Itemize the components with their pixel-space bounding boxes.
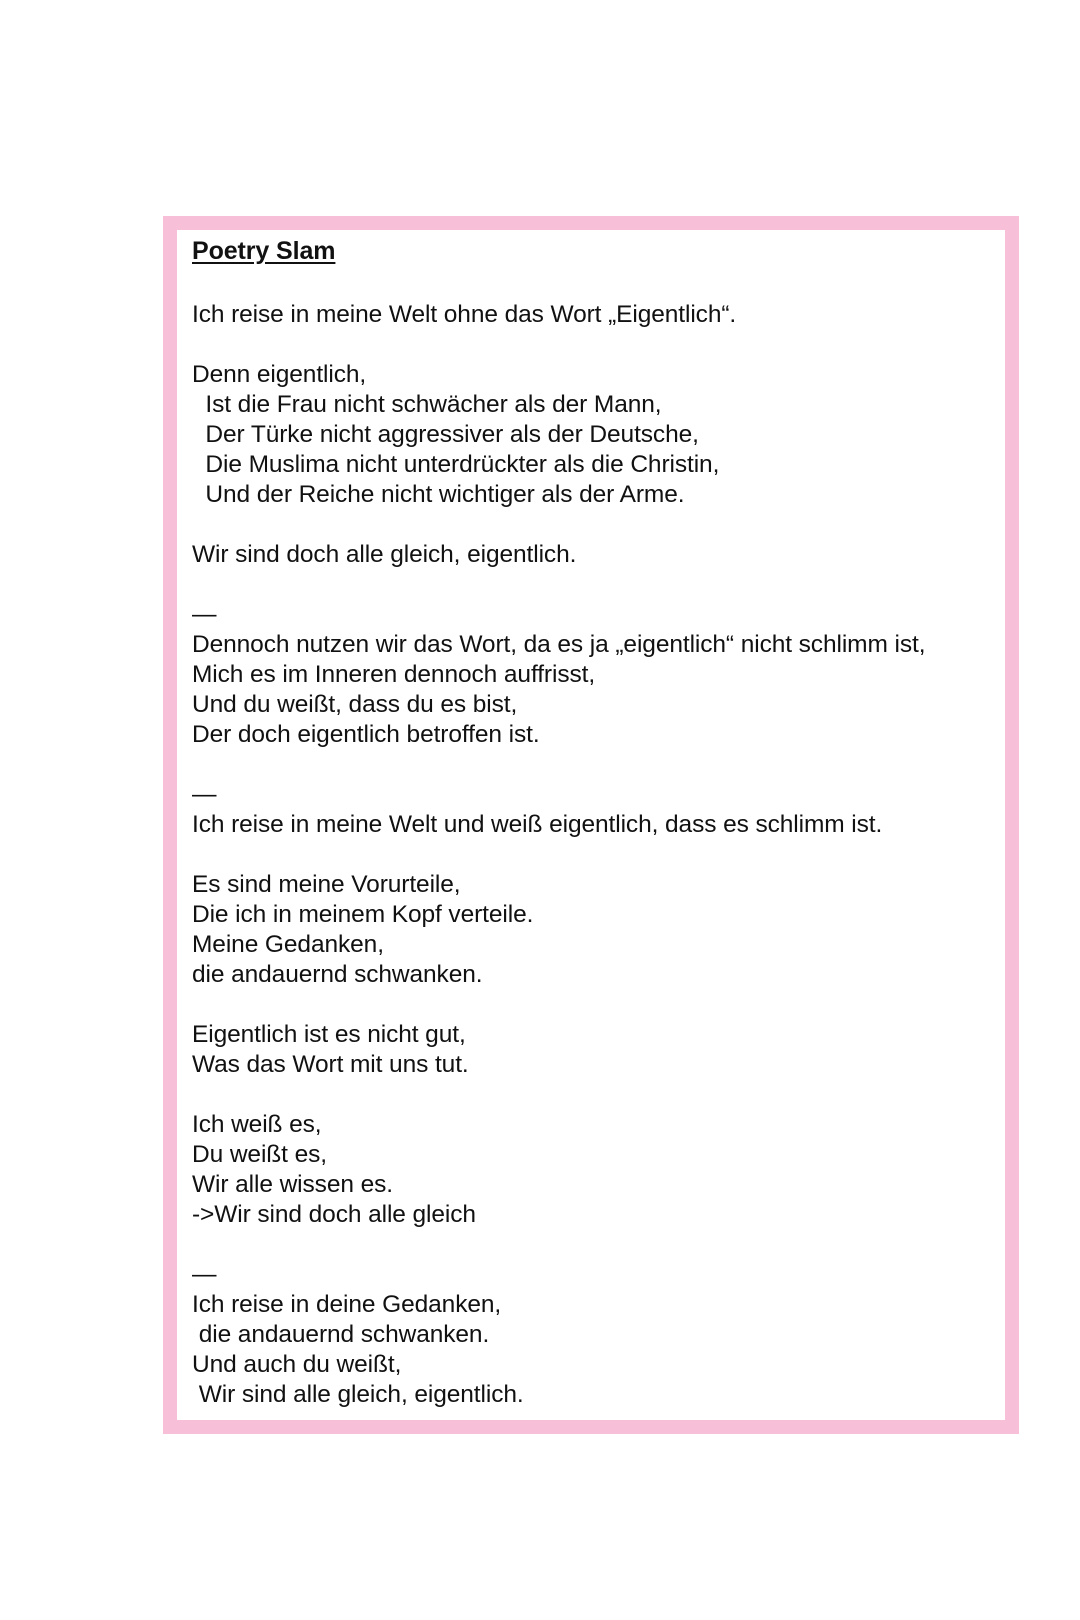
poem-line: Eigentlich ist es nicht gut, xyxy=(192,1021,466,1048)
poem-line: Wir sind doch alle gleich, eigentlich. xyxy=(192,541,577,568)
stanza-8 xyxy=(192,1110,1012,1230)
poem-line: die andauernd schwanken. xyxy=(192,961,483,988)
stanza-3 xyxy=(192,540,1012,570)
stanza-5 xyxy=(192,780,1012,840)
poem-line: Die Muslima nicht unterdrückter als die Christin, xyxy=(192,451,720,478)
stanza-4 xyxy=(192,600,1012,750)
stanza-7 xyxy=(192,1020,1012,1080)
stanza-6 xyxy=(192,870,1012,990)
poem-line: Dennoch nutzen wir das Wort, da es ja „eigentlich“ nicht schlimm ist, xyxy=(192,631,926,658)
poem-line: Und der Reiche nicht wichtiger als der Arme. xyxy=(192,481,685,508)
poem-title: Poetry Slam xyxy=(192,237,336,265)
poem-line: Ich reise in deine Gedanken, xyxy=(192,1291,502,1318)
poem-line: Es sind meine Vorurteile, xyxy=(192,871,461,898)
poem-line: die andauernd schwanken. xyxy=(192,1321,490,1348)
poem-line: Ich reise in meine Welt ohne das Wort „Eigentlich“. xyxy=(192,301,737,328)
section-dash: — xyxy=(192,781,217,808)
poem-line: Ich weiß es, xyxy=(192,1111,322,1138)
poem-line: Und auch du weißt, xyxy=(192,1351,402,1378)
poem-line: Wir sind alle gleich, eigentlich. xyxy=(192,1381,524,1408)
poem-line: Du weißt es, xyxy=(192,1141,327,1168)
poem-line: Der Türke nicht aggressiver als der Deutsche, xyxy=(192,421,699,448)
stanza-9 xyxy=(192,1260,1012,1410)
poem-line: Meine Gedanken, xyxy=(192,931,384,958)
poem-line: Mich es im Inneren dennoch auffrisst, xyxy=(192,661,596,688)
stanza-2 xyxy=(192,360,1012,510)
poem-line: Ist die Frau nicht schwächer als der Mann, xyxy=(192,391,662,418)
poem-line: Und du weißt, dass du es bist, xyxy=(192,691,518,718)
poem-line: Wir alle wissen es. xyxy=(192,1171,393,1198)
poem-line: Ich reise in meine Welt und weiß eigentlich, dass es schlimm ist. xyxy=(192,811,883,838)
section-dash: — xyxy=(192,601,217,628)
poem-line: Denn eigentlich, xyxy=(192,361,367,388)
poem-line: Der doch eigentlich betroffen ist. xyxy=(192,721,540,748)
section-dash: — xyxy=(192,1261,217,1288)
poem-content xyxy=(192,236,1012,1410)
poem-line: ->Wir sind doch alle gleich xyxy=(192,1201,476,1228)
stanza-1 xyxy=(192,300,1012,330)
poem-line: Die ich in meinem Kopf verteile. xyxy=(192,901,534,928)
poem-line: Was das Wort mit uns tut. xyxy=(192,1051,469,1078)
